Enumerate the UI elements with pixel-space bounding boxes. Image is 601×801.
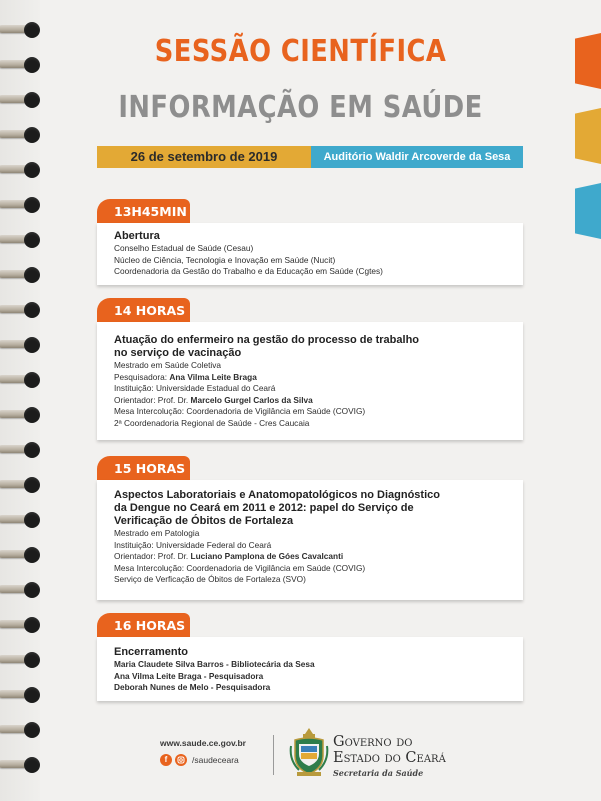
spiral-ring-icon	[0, 475, 42, 495]
time-tab-1345: 13H45MIN	[97, 199, 190, 225]
blue-tab	[575, 183, 601, 239]
spiral-ring-icon	[0, 195, 42, 215]
session-panel: Mesa Intercolução: Coordenadoria de Vigilância em Saúde (COVIG)	[114, 562, 366, 573]
yellow-tab	[575, 108, 601, 164]
time-tab-16h: 16 HORAS	[97, 613, 190, 639]
session-heading: Encerramento	[114, 646, 188, 658]
event-place: Auditório Waldir Arcoverde da Sesa	[311, 146, 523, 168]
spiral-ring-icon	[0, 90, 42, 110]
title-line-2: INFORMAÇÃO EM SAÚDE	[118, 90, 483, 125]
website-link[interactable]: www.saude.ce.gov.br	[160, 738, 246, 748]
gov-line-3: Secretaria da Saúde	[333, 768, 424, 778]
session-advisor	[114, 551, 513, 563]
spiral-ring-icon	[0, 300, 42, 320]
session-card-closing	[97, 637, 523, 701]
session-heading: Abertura	[114, 230, 160, 242]
notebook-spine	[0, 0, 40, 801]
spiral-ring-icon	[0, 685, 42, 705]
session-panel: Serviço de Verficação de Óbitos de Fortaleza (SVO)	[114, 574, 306, 585]
session-line: Ana Vilma Leite Braga - Pesquisadora	[114, 670, 264, 681]
government-logo-text	[333, 734, 446, 778]
session-panel: 2ª Coordenadoria Regional de Saúde - Cres Caucaia	[114, 417, 310, 428]
advisor-name: Marcelo Gurgel Carlos da Silva	[190, 394, 313, 405]
event-date: 26 de setembro de 2019	[97, 146, 311, 168]
spiral-ring-icon	[0, 160, 42, 180]
researcher-label: Pesquisadora:	[114, 371, 170, 382]
session-line: Núcleo de Ciência, Tecnologia e Inovação em Saúde (Nucit)	[114, 254, 336, 265]
gov-line-2: Estado do Ceará	[333, 750, 446, 766]
gov-line-1: Governo do	[333, 734, 413, 750]
spiral-ring-icon	[0, 230, 42, 250]
session-advisor	[114, 395, 513, 407]
spiral-ring-icon	[0, 405, 42, 425]
session-course: Mestrado em Saúde Coletiva	[114, 360, 221, 370]
session-card-14h	[97, 322, 523, 440]
session-line: Coordenadoria da Gestão do Trabalho e da Educação em Saúde (Cgtes)	[114, 266, 383, 277]
advisor-name: Luciano Pamplona de Góes Cavalcanti	[190, 551, 344, 562]
session-card-15h	[97, 480, 523, 600]
spiral-ring-icon	[0, 615, 42, 635]
time-tab-14h: 14 HORAS	[97, 298, 190, 324]
orange-tab	[575, 33, 601, 89]
spiral-ring-icon	[0, 440, 42, 460]
footer-divider	[273, 735, 274, 775]
session-line: Conselho Estadual de Saúde (Cesau)	[114, 243, 254, 253]
spiral-ring-icon	[0, 335, 42, 355]
session-researcher	[114, 372, 513, 384]
spiral-ring-icon	[0, 755, 42, 775]
session-panel: Mesa Intercolução: Coordenadoria de Vigilância em Saúde (COVIG)	[114, 406, 366, 417]
social-handle[interactable]: /saudeceara	[192, 755, 239, 765]
spiral-ring-icon	[0, 265, 42, 285]
spiral-ring-icon	[0, 370, 42, 390]
session-heading: Verificação de Óbitos de Fortaleza	[114, 515, 294, 527]
spiral-ring-icon	[0, 55, 42, 75]
session-line: Deborah Nunes de Melo - Pesquisadora	[114, 682, 271, 693]
instagram-icon[interactable]	[175, 754, 187, 766]
spiral-ring-icon	[0, 20, 42, 40]
time-tab-15h: 15 HORAS	[97, 456, 190, 482]
session-card-opening	[97, 223, 523, 285]
title-line-1: SESSÃO CIENTÍFICA	[154, 34, 447, 69]
session-institution: Instituição: Universidade Federal do Ceará	[114, 539, 272, 550]
social-row	[160, 754, 280, 766]
session-line: Maria Claudete Silva Barros - Bibliotecária da Sesa	[114, 659, 315, 669]
session-heading: Aspectos Laboratoriais e Anatomopatológicos no Diagnóstico	[114, 489, 440, 501]
facebook-icon[interactable]: f	[160, 754, 172, 766]
session-heading: Atuação do enfermeiro na gestão do processo de trabalho	[114, 334, 420, 346]
advisor-label: Orientador: Prof. Dr.	[114, 394, 191, 405]
spiral-ring-icon	[0, 510, 42, 530]
state-crest-icon	[289, 726, 329, 778]
spiral-ring-icon	[0, 720, 42, 740]
spiral-ring-icon	[0, 650, 42, 670]
footer-links	[160, 738, 280, 766]
spiral-ring-icon	[0, 125, 42, 145]
session-course: Mestrado em Patologia	[114, 528, 200, 538]
session-heading: da Dengue no Ceará em 2011 e 2012: papel do Serviço de	[114, 502, 414, 514]
advisor-label: Orientador: Prof. Dr.	[114, 551, 191, 562]
spiral-ring-icon	[0, 580, 42, 600]
researcher-name: Ana Vilma Leite Braga	[169, 371, 257, 382]
spiral-ring-icon	[0, 545, 42, 565]
session-heading: no serviço de vacinação	[114, 347, 242, 359]
date-bar	[97, 146, 523, 168]
session-institution: Instituição: Universidade Estadual do Ceará	[114, 383, 276, 394]
